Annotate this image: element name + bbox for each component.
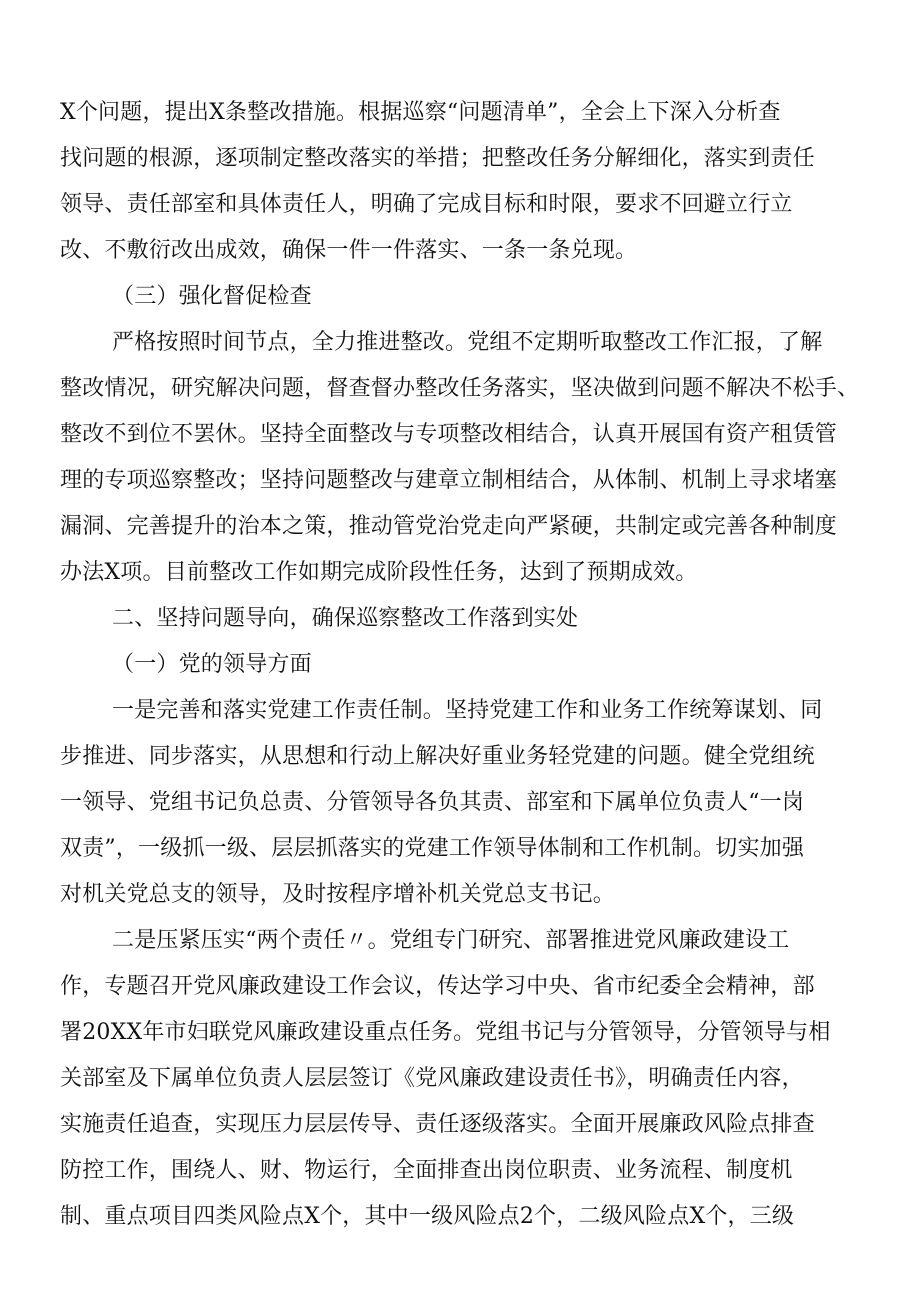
text-line: 实施责任追查，实现压力层层传导、责任逐级落实。全面开展廉政风险点排查 (60, 1112, 815, 1137)
text-line: X个问题，提出X条整改措施。根据巡察“问题清单”，全会上下深入分析查 (60, 100, 781, 125)
paragraph-first-line: 严格按照时间节点，全力推进整改。党组不定期听取整改工作汇报，了解 (112, 330, 823, 355)
text-line: 制、重点项目四类风险点X个，其中一级风险点2个，二级风险点X个，三级 (60, 1204, 795, 1229)
chapter-heading: 二、坚持问题导向，确保巡察整改工作落到实处 (112, 606, 579, 631)
text-line: 防控工作，围绕人、财、物运行，全面排查出岗位职责、业务流程、制度机 (60, 1158, 793, 1183)
text-line: 领导、责任部室和具体责任人，明确了完成目标和时限，要求不回避立行立 (60, 192, 793, 217)
text-line: 作，专题召开党风廉政建设工作会议，传达学习中央、省市纪委全会精神，部 (60, 974, 815, 999)
text-line: 理的专项巡察整改；坚持问题整改与建章立制相结合，从体制、机制上寻求堵塞 (60, 468, 838, 493)
text-line: 改、不敷衍改出成效，确保一件一件落实、一条一条兑现。 (60, 238, 638, 263)
text-line: 漏洞、完善提升的治本之策，推动管党治党走向严紧硬，共制定或完善各种制度 (60, 514, 838, 539)
paragraph-first-line: 二是压紧压实“两个责任〃。党组专门研究、部署推进党风廉政建设工 (112, 928, 790, 953)
text-line: 双责”，一级抓一级、层层抓落实的党建工作领导体制和工作机制。切实加强 (60, 836, 805, 861)
text-line: 对机关党总支的领导，及时按程序增补机关党总支书记。 (60, 882, 616, 907)
text-line: 整改不到位不罢休。坚持全面整改与专项整改相结合，认真开展国有资产租赁管 (60, 422, 838, 447)
text-line: 步推进、同步落实，从思想和行动上解决好重业务轻党建的问题。健全党组统 (60, 744, 815, 769)
text-line: 办法X项。目前整改工作如期完成阶段性任务，达到了预期成效。 (60, 560, 698, 585)
section-heading: （一）党的领导方面 (112, 652, 312, 677)
paragraph-first-line: 一是完善和落实党建工作责任制。坚持党建工作和业务工作统筹谋划、同 (112, 698, 823, 723)
text-line: 一领导、党组书记负总责、分管领导各负其责、部室和下属单位负责人“一岗 (60, 790, 805, 815)
text-line: 整改情况，研究解决问题，督查督办整改任务落实，坚决做到问题不解决不松手、 (60, 376, 860, 401)
text-line: 署20XX年市妇联党风廉政建设重点任务。党组书记与分管领导，分管领导与相 (60, 1020, 831, 1045)
text-line: 关部室及下属单位负责人层层签订《党风廉政建设责任书》，明确责任内容， (60, 1066, 804, 1091)
text-line: 找问题的根源，逐项制定整改落实的举措；把整改任务分解细化，落实到责任 (60, 146, 815, 171)
section-heading: （三）强化督促检查 (112, 284, 312, 309)
